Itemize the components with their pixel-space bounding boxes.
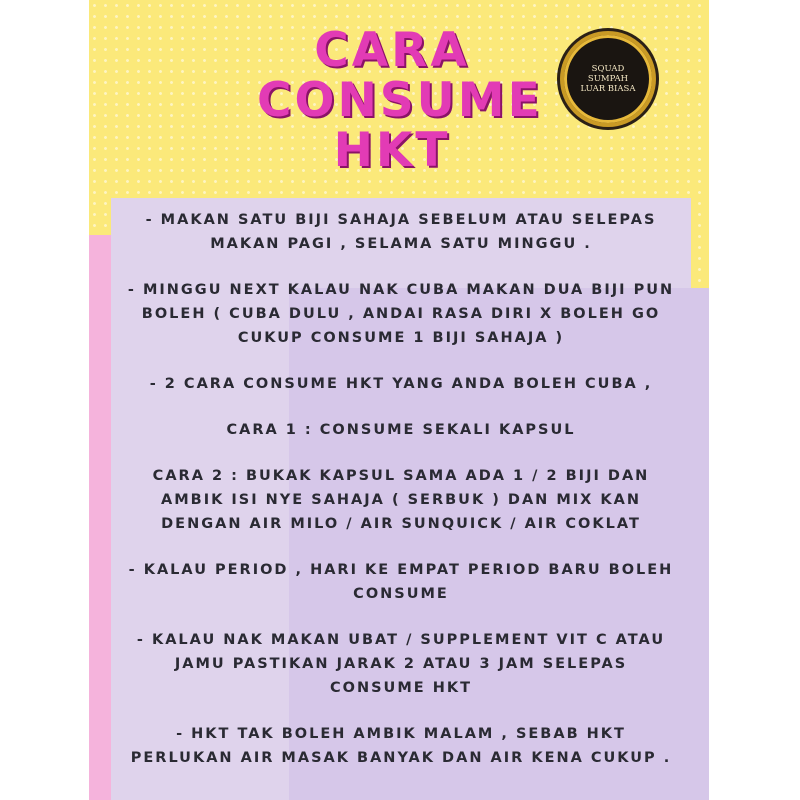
instruction-paragraph [111,418,691,442]
logo-text: LUAR BIASA [580,84,636,94]
instruction-line: MAKAN PAGI , SELAMA SATU MINGGU . [210,236,592,252]
instruction-line: - MAKAN SATU BIJI SAHAJA SEBELUM ATAU SELEPAS [145,212,657,228]
squad-logo [564,35,652,123]
instruction-line: JAMU PASTIKAN JARAK 2 ATAU 3 JAM SELEPAS [174,656,628,672]
instruction-line: CONSUME HKT [330,680,472,696]
instruction-line: CONSUME [353,586,449,602]
instruction-paragraph [111,464,691,536]
instruction-line: - KALAU NAK MAKAN UBAT / SUPPLEMENT VIT C ATAU [136,632,666,648]
instruction-line: - MINGGU NEXT KALAU NAK CUBA MAKAN DUA BIJI PUN [127,282,675,298]
instruction-paragraph [111,558,691,606]
instruction-line: AMBIK ISI NYE SAHAJA ( SERBUK ) DAN MIX KAN [161,492,641,508]
instruction-paragraph [111,722,691,770]
title-line: CARA [314,23,470,78]
instruction-line: BOLEH ( CUBA DULU , ANDAI RASA DIRI X BOLEH GO [141,306,661,322]
instruction-paragraph [111,208,691,256]
logo-text: SUMPAH [587,74,629,84]
instruction-line: - HKT TAK BOLEH AMBIK MALAM , SEBAB HKT [176,726,626,742]
instruction-paragraph [111,628,691,700]
instructions-list [111,208,691,788]
instruction-line: - 2 CARA CONSUME HKT YANG ANDA BOLEH CUBA , [149,376,653,392]
title-line: HKT [333,123,451,178]
poster-title [257,23,543,178]
instruction-line: PERLUKAN AIR MASAK BANYAK DAN AIR KENA CUKUP . [130,750,672,766]
instruction-paragraph [111,372,691,396]
instruction-line: DENGAN AIR MILO / AIR SUNQUICK / AIR COKLAT [161,516,641,532]
instruction-line: CARA 1 : CONSUME SEKALI KAPSUL [226,422,576,438]
title-line: CONSUME [257,73,543,128]
instruction-line: CUKUP CONSUME 1 BIJI SAHAJA ) [237,330,565,346]
poster [89,0,709,800]
instruction-paragraph [111,278,691,350]
instruction-line: - KALAU PERIOD , HARI KE EMPAT PERIOD BARU BOLEH [128,562,674,578]
logo-text: SQUAD [591,64,625,74]
instruction-line: CARA 2 : BUKAK KAPSUL SAMA ADA 1 / 2 BIJI DAN [152,468,650,484]
